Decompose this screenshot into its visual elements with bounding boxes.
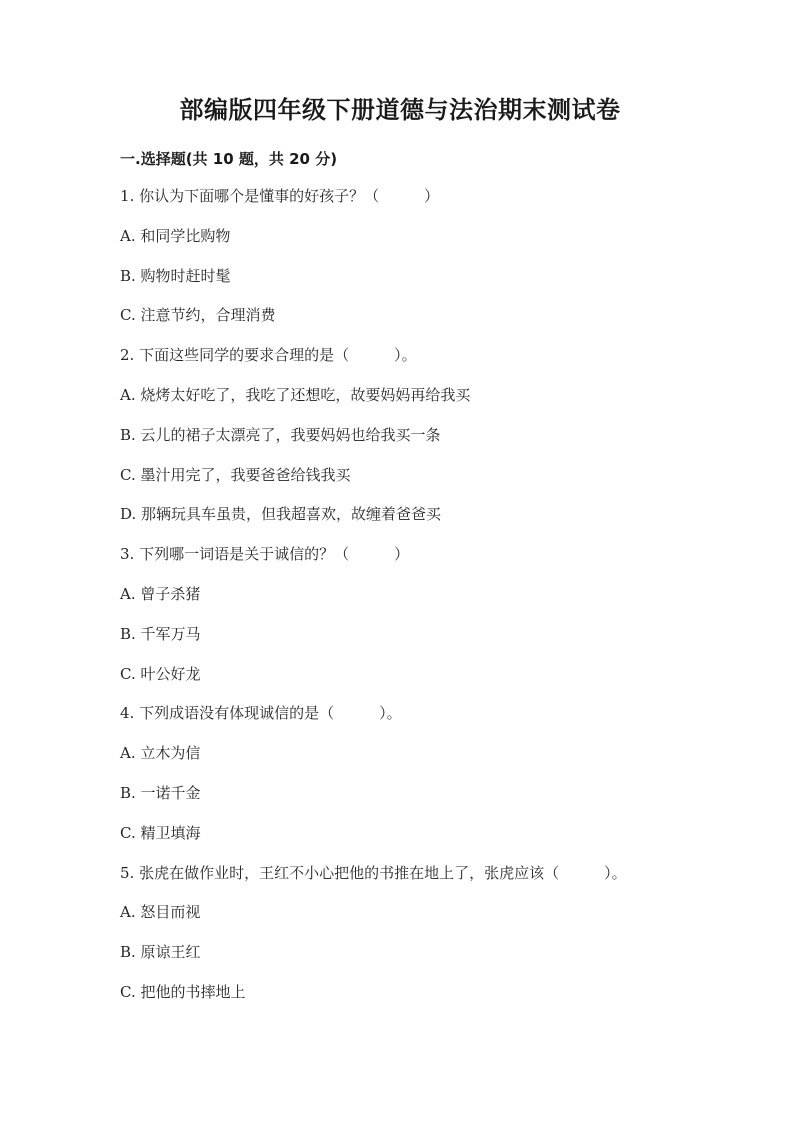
answer-option: A. 曾子杀猪 [120,584,201,603]
answer-option: A. 怒目而视 [120,903,201,922]
answer-option: D. 那辆玩具车虽贵，但我超喜欢，故缠着爸爸买 [120,505,442,524]
question-stem: 4. 下列成语没有体现诚信的是（ ）。 [120,704,402,723]
answer-option: A. 烧烤太好吃了，我吃了还想吃，故要妈妈再给我买 [120,385,471,404]
answer-option: A. 和同学比购物 [120,226,231,245]
answer-option: C. 精卫填海 [120,823,201,842]
answer-option: C. 把他的书摔地上 [120,982,246,1001]
answer-option: C. 叶公好龙 [120,664,201,683]
section-heading: 一.选择题(共 10 题，共 20 分) [120,150,338,168]
answer-option: B. 千军万马 [120,624,201,643]
answer-option: B. 购物时赶时髦 [120,266,231,285]
answer-option: A. 立木为信 [120,744,201,763]
page-title: 部编版四年级下册道德与法治期末测试卷 [179,96,621,124]
question-stem: 5. 张虎在做作业时，王红不小心把他的书推在地上了，张虎应该（ ）。 [120,863,627,882]
question-stem: 3. 下列哪一词语是关于诚信的？（ ） [120,545,410,564]
answer-option: B. 一诺千金 [120,783,201,802]
answer-option: B. 云儿的裙子太漂亮了，我要妈妈也给我买一条 [120,425,441,444]
answer-option: B. 原谅王红 [120,943,201,962]
question-stem: 1. 你认为下面哪个是懂事的好孩子？（ ） [120,187,440,205]
answer-option: C. 注意节约，合理消费 [120,306,276,325]
answer-option: C. 墨汁用完了，我要爸爸给钱我买 [120,465,351,484]
question-list [120,186,740,1022]
question-stem: 2. 下面这些同学的要求合理的是（ ）。 [120,346,417,365]
